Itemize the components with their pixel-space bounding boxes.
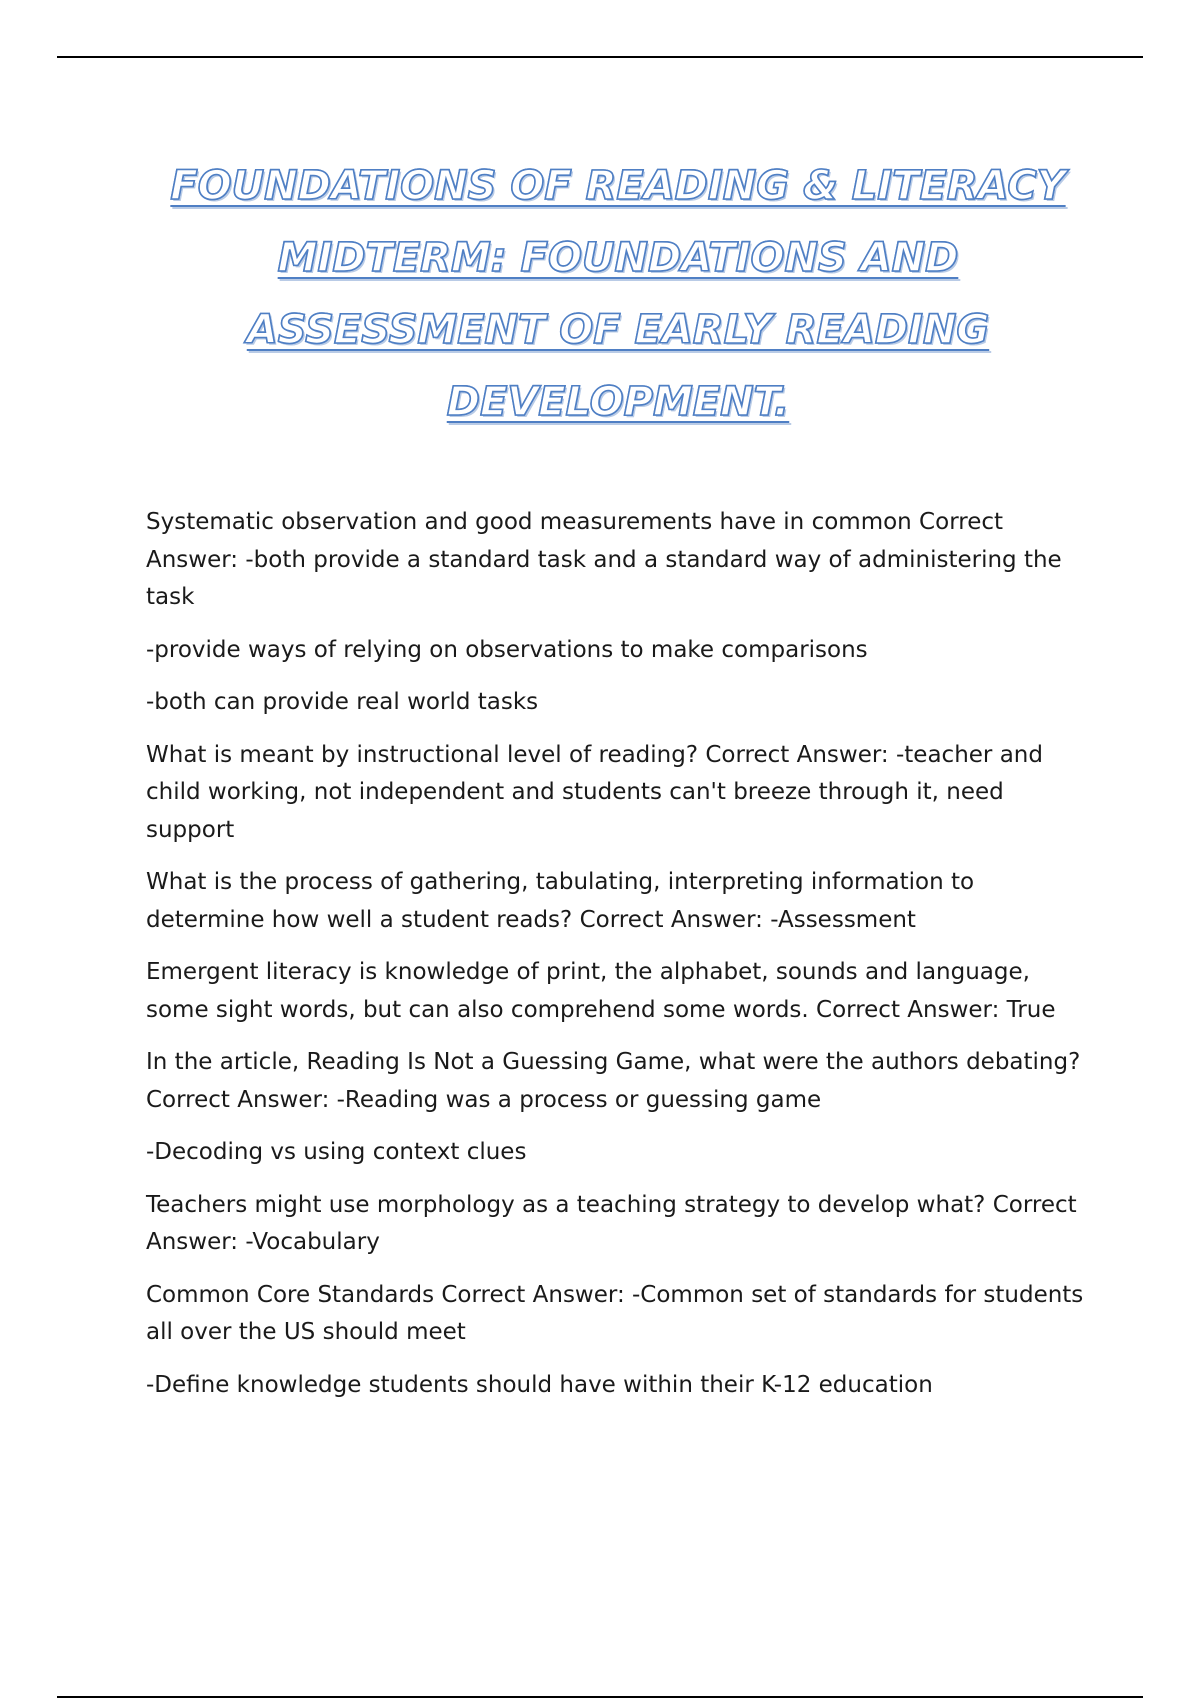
body-paragraph: Common Core Standards Correct Answer: -Common set of standards for students all over the US should meet <box>146 1281 1084 1345</box>
body-paragraph: -provide ways of relying on observations to make comparisons <box>146 636 868 663</box>
body-paragraph: Teachers might use morphology as a teaching strategy to develop what? Correct Answer: -Vocabulary <box>146 1191 1077 1255</box>
title-line: DEVELOPMENT. <box>446 379 790 425</box>
document-title <box>150 150 1086 438</box>
title-line: MIDTERM: FOUNDATIONS AND <box>277 235 959 281</box>
body-paragraph: Emergent literacy is knowledge of print, the alphabet, sounds and language, some sight words, but can also comprehend some words. Correct Answer: True <box>146 959 1056 1023</box>
body-paragraph: In the article, Reading Is Not a Guessing Game, what were the authors debating? Correct Answer: -Reading was a process or guessing game <box>146 1049 1081 1113</box>
document-body <box>146 504 1096 1419</box>
body-paragraph: What is meant by instructional level of reading? Correct Answer: -teacher and child working, not independent and students can't breeze through it, need support <box>146 741 1043 843</box>
body-paragraph: -Define knowledge students should have within their K-12 education <box>146 1371 933 1398</box>
title-line: ASSESSMENT OF EARLY READING <box>246 307 990 353</box>
footer-rule <box>57 1696 1143 1698</box>
header-rule <box>57 56 1143 58</box>
body-paragraph: -both can provide real world tasks <box>146 689 539 715</box>
body-paragraph: -Decoding vs using context clues <box>146 1139 527 1165</box>
body-paragraph: Systematic observation and good measurements have in common Correct Answer: -both provide a standard task and a standard way of administering the task <box>146 509 1062 610</box>
title-line: FOUNDATIONS OF READING & LITERACY <box>170 163 1066 209</box>
body-paragraph: What is the process of gathering, tabulating, interpreting information to determine how well a student reads? Correct Answer: -Assessment <box>146 869 975 933</box>
